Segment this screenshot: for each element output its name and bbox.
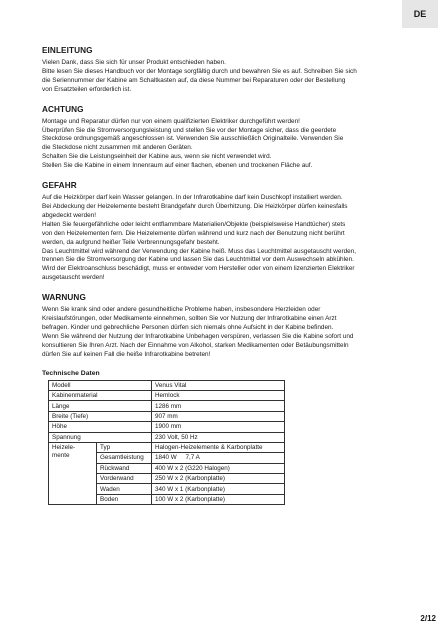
text-line: Halten Sie feuergefährliche oder leicht entflammbare Materialien/Objekte (beispielsweise Handtücher) stets xyxy=(42,220,346,228)
text-line: Überprüfen Sie die Stromversorgungsleistung und stellen Sie vor der Montage sicher, dass die geerdete xyxy=(42,126,337,134)
section-achtung xyxy=(42,105,422,171)
row-value: 400 W x 2 (G220 Halogen) xyxy=(152,463,285,473)
section-heading: EINLEITUNG xyxy=(42,46,93,55)
section-heading: ACHTUNG xyxy=(42,104,84,114)
row-value: Venus Vital xyxy=(152,380,285,390)
row-value: 340 W x 1 (Karbonplatte) xyxy=(152,484,285,494)
row-value: 907 mm xyxy=(152,411,285,421)
technical-data-title: Technische Daten xyxy=(42,369,100,377)
text-line: Wenn Sie krank sind oder andere gesundheitliche Probleme haben, insbesondere Herzleiden oder xyxy=(42,306,321,314)
language-badge xyxy=(402,0,438,28)
section-text xyxy=(42,118,422,171)
technical-data-table xyxy=(48,380,285,506)
table-row xyxy=(49,442,285,452)
row-value: 230 Volt, 50 Hz xyxy=(152,432,285,442)
document-body xyxy=(42,46,422,505)
table-row xyxy=(49,401,285,411)
table-row xyxy=(49,380,285,390)
text-line: trennen Sie die Stromversorgung der Kabine und lassen Sie das Leuchtmittel vor dem Auswechseln abkühlen. xyxy=(42,256,354,264)
row-value: 1840 W 7,7 A xyxy=(152,453,285,463)
row-label: Rückwand xyxy=(97,463,152,473)
table-row xyxy=(49,411,285,421)
text-line: Bitte lesen Sie dieses Handbuch vor der Montage sorgfältig durch und bewahren Sie es auf. Schreiben Sie sich xyxy=(42,67,357,75)
row-value: 250 W x 2 (Karbonplatte) xyxy=(152,474,285,484)
row-label: Höhe xyxy=(49,422,152,432)
text-line: von Ersatzteilen erforderlich ist. xyxy=(42,85,132,93)
text-line: Kreislaufstörungen, oder Medikamente einnehmen, sollten Sie vor Nutzung der Infrarotkabine einen Arzt xyxy=(42,315,337,323)
text-line: die Steckdose nicht zusammen mit anderen Geräten. xyxy=(42,144,193,152)
row-label: Vorderwand xyxy=(97,474,152,484)
text-line: Wird der Elektroanschluss beschädigt, muss er entweder vom Hersteller oder von einem lizenzierten Elektriker xyxy=(42,265,355,273)
text-line: Bei Abdeckung der Heizelemente besteht Brandgefahr durch Überhitzung. Die Heizkörper dürfen keinesfalls xyxy=(42,202,348,210)
text-line: werden, da aufgrund heißer Teile Verbrennungsgefahr besteht. xyxy=(42,238,220,246)
row-value: Halogen-Heizelemente & Karbonplatte xyxy=(152,442,285,452)
section-text xyxy=(42,306,422,359)
text-line: Steckdose ordnungsgemäß angeschlossen ist. Verwenden Sie ausschließlich Originalteile. Verwenden Sie xyxy=(42,135,344,143)
language-label: DE xyxy=(413,9,427,19)
row-label: Länge xyxy=(49,401,152,411)
row-label: Gesamtleistung xyxy=(97,453,152,463)
row-value: Hemlock xyxy=(152,390,285,400)
text-line: befragen. Kinder und gebrechliche Personen dürfen sich niemals ohne Aufsicht in der Kabine befinden. xyxy=(42,323,334,331)
text-line: Wenn Sie während der Nutzung der Infrarotkabine Unbehagen verspüren, verlassen Sie die Kabine sofort und xyxy=(42,332,354,340)
section-gefahr xyxy=(42,181,422,283)
text-line: Vielen Dank, dass Sie sich für unser Produkt entschieden haben. xyxy=(42,59,226,66)
heating-elements-label: Heizele- mente xyxy=(49,442,97,504)
section-text xyxy=(42,194,422,283)
text-line: konsultieren Sie Ihren Arzt. Nach der Einnahme von Alkohol, starken Medikamenten oder Betäubungsmitteln xyxy=(42,341,349,349)
row-label: Waden xyxy=(97,484,152,494)
row-value: 100 W x 2 (Karbonplatte) xyxy=(152,494,285,504)
text-line: Schalten Sie die Leistungseinheit der Kabine aus, wenn sie nicht verwendet wird. xyxy=(42,153,272,161)
text-line: die Seriennummer der Kabine am Schaltkasten auf, da diese Nummer bei Reparaturen oder der Bestellung xyxy=(42,76,346,84)
table-row xyxy=(49,390,285,400)
table-row xyxy=(49,432,285,442)
row-label: Typ xyxy=(97,442,152,452)
row-label: Boden xyxy=(97,494,152,504)
row-label: Spannung xyxy=(49,432,152,442)
row-label: Breite (Tiefe) xyxy=(49,411,152,421)
text-line: Montage und Reparatur dürfen nur von einem qualifizierten Elektriker durchgeführt werden! xyxy=(42,117,300,125)
section-warnung xyxy=(42,293,422,359)
section-heading: WARNUNG xyxy=(42,293,86,303)
text-line: Stellen Sie die Kabine in einem Innenraum auf einer flachen, ebenen und trockenen Fläche auf. xyxy=(42,162,313,170)
text-line: abgedeckt werden! xyxy=(42,211,97,219)
sections xyxy=(42,46,422,360)
text-line: Das Leuchtmittel wird während der Verwendung der Kabine heiß. Muss das Leuchtmittel ausgetauscht werden, xyxy=(42,247,357,255)
text-line: ausgetauscht werden! xyxy=(42,274,105,282)
row-label: Modell xyxy=(49,380,152,390)
row-value: 1286 mm xyxy=(152,401,285,411)
text-line: Auf die Heizkörper darf kein Wasser gelangen. In der Infrarotkabine darf kein Duschkopf installiert werden. xyxy=(42,194,343,202)
row-label: Kabinenmaterial xyxy=(49,390,152,400)
section-einleitung xyxy=(42,46,422,95)
page-number: 2/12 xyxy=(420,614,436,623)
text-line: dürfen Sie auf keinen Fall die heiße Infrarotkabine betreten! xyxy=(42,350,211,358)
technical-data-section xyxy=(42,370,422,506)
row-value: 1900 mm xyxy=(152,422,285,432)
section-text xyxy=(42,59,422,95)
section-heading: GEFAHR xyxy=(42,181,77,191)
table-row xyxy=(49,422,285,432)
text-line: von den Heizelementen fern. Die Heizelemente dürfen während und kurz nach der Benutzung nicht berührt xyxy=(42,229,345,237)
